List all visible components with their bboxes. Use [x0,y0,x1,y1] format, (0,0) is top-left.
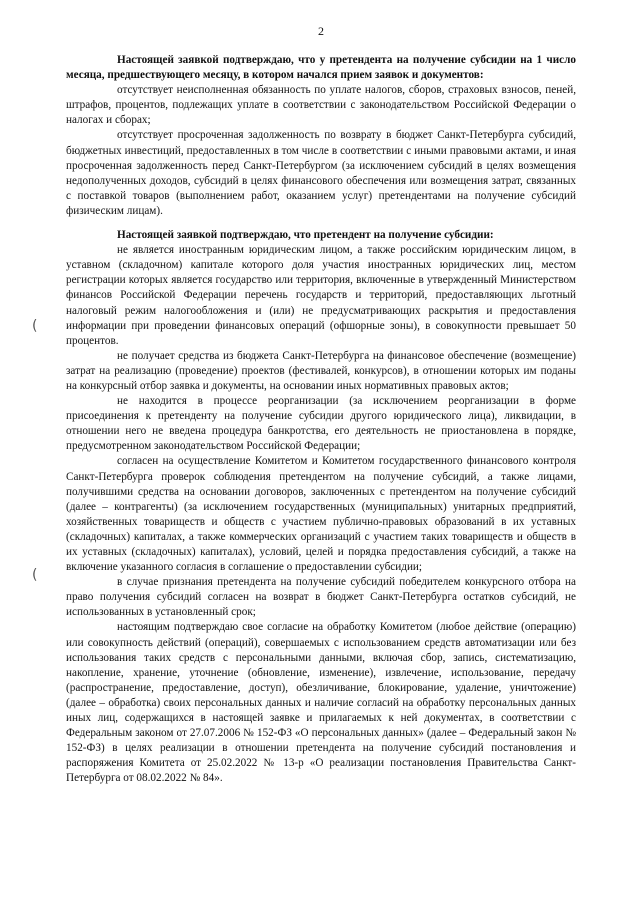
section2-item-foreign: не является иностранным юридическим лицом, а также российским юридическим лицом, в уставном (складочном) капитале которого доля участия иностранных юридических лиц, местом регистрации которых является государство или территория, включенные в утвержденный Министерством финансов Российской Федерации перечень государств и территорий, предоставляющих льготный налоговый режим налогообложения и (или) не предусматривающих раскрытия и предоставления информации при проведении финансовых операций (офшорные зоны), в совокупности превышает 50 процентов. [66,244,576,347]
section2-item-personal-data: настоящим подтверждаю свое согласие на обработку Комитетом (любое действие (операцию) или совокупность действий (операций), совершаемых с использованием средств автоматизации или без использования таких средств с персональными данными, включая сбор, запись, систематизацию, накопление, хранение, уточнение (обновление, изменение), извлечение, использование, передачу (распространение, предоставление, доступ), обезличивание, блокирование, удаление, уничтожение) (далее – обработка) своих персональных данных и наличие согласий на обработку персональных данных иных лиц, содержащихся в настоящей заявке и прилагаемых к ней документах, в соответствии с Федеральным законом от 27.07.2006 № 152-ФЗ «О персональных данных» (далее – Федеральный закон № 152-ФЗ) в целях реализации в отношении претендента на получение субсидий постановления и распоряжения Комитета от 25.02.2022 № 13-р «О реализации постановления Правительства Санкт-Петербурга от 08.02.2022 № 84». [66,621,576,785]
section1-item-taxes: отсутствует неисполненная обязанность по уплате налогов, сборов, страховых взносов, пеней, штрафов, процентов, подлежащих уплате в соответствии с законодательством Российской Федерации о налогах и сборах; [66,84,576,127]
section1-item-debt: отсутствует просроченная задолженность по возврату в бюджет Санкт-Петербурга субсидий, бюджетных инвестиций, предоставленных в том числе в соответствии с иными правовыми актами, и иная просроченная задолженность перед Санкт-Петербургом (за исключением субсидий в целях возмещения недополученных доходов, субсидий в целях финансового обеспечения или возмещения затрат, связанных с поставкой товаров (выполнением работ, оказанием услуг) претендентами на получение субсидий физическим лицам). [66,129,576,217]
margin-bracket-mark: ( [32,318,38,334]
section2-item-reorganization: не находится в процессе реорганизации (за исключением реорганизации в форме присоединения к претенденту на получение субсидии другого юридического лица), ликвидации, в отношении него не введена процедура банкротства, его деятельность не приостановлена в порядке, предусмотренном законодательством Российской Федерации; [66,395,576,453]
section1-heading: Настоящей заявкой подтверждаю, что у претендента на получение субсидии на 1 число месяца, предшествующего месяцу, в котором начался прием заявок и документов: [66,54,576,82]
margin-bracket-mark: ( [32,567,38,583]
document-page [66,24,576,787]
section2-item-refund: в случае признания претендента на получение субсидий победителем конкурсного отбора на право получения субсидий согласен на возврат в бюджет Санкт-Петербурга остатков субсидий, не использованных в установленный срок; [66,576,576,619]
section2-item-inspection-consent: согласен на осуществление Комитетом и Комитетом государственного финансового контроля Санкт-Петербурга проверок соблюдения претендентом на получение субсидий, а также лицами, получившими средства на основании договоров, заключенных с претендентом на получение субсидий (далее – контрагенты) (за исключением государственных (муниципальных) унитарных предприятий, хозяйственных товариществ и обществ с участием публично-правовых образований в их уставных (складочных) капиталах, а также коммерческих организаций с участием таких товариществ и обществ в их уставных (складочных) капиталах), условий, целей и порядка предоставления субсидий, а также на включение указанного согласия в соглашение о предоставлении субсидии; [66,455,576,574]
page-number: 2 [318,24,324,38]
section2-heading: Настоящей заявкой подтверждаю, что претендент на получение субсидии: [117,229,494,242]
section2-item-funds: не получает средства из бюджета Санкт-Петербурга на финансовое обеспечение (возмещение) затрат на реализацию (проведение) проектов (фестивалей, конкурсов), в отношении которых им поданы на конкурсный отбор заявка и документы, на основании иных нормативных правовых актов; [66,349,576,392]
